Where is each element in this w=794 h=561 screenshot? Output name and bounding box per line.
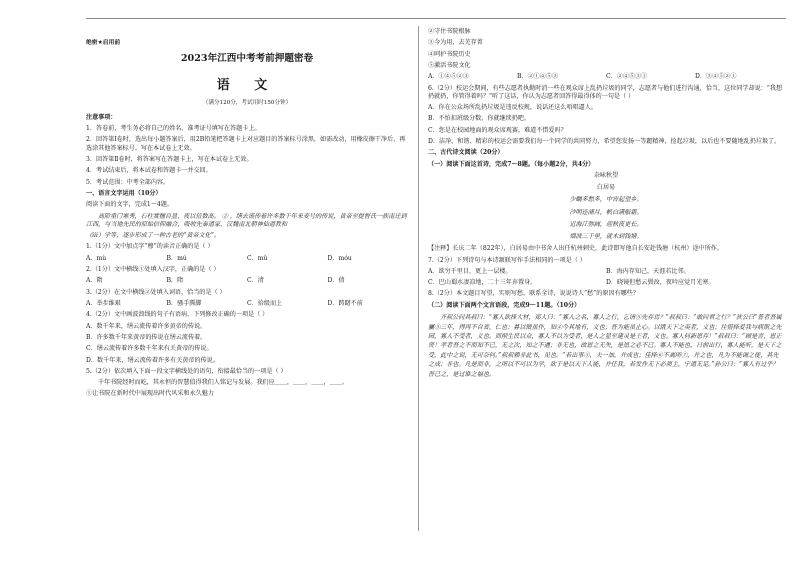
section-heading: 二、古代诗文阅读（20分） bbox=[428, 149, 504, 157]
instruction: 阅读下面的文字，完成1～4题。 bbox=[86, 201, 173, 209]
option: D．数千年来，缮云流传着许多有关黄帝的传说。 bbox=[86, 356, 219, 364]
poem-line: 烟波三千里，就木到钱塘。 bbox=[569, 233, 643, 241]
option: B．隋 bbox=[166, 277, 184, 285]
note-item: 4．考试结束后，将本试卷和答题卡一并交回。 bbox=[86, 167, 212, 175]
option: C．②④⑤③① bbox=[606, 73, 648, 81]
section-heading: 一、语言文字运用（10分） bbox=[86, 189, 162, 197]
option: B．海内存知己，天涯若比邻。 bbox=[606, 267, 690, 275]
poem-line: 少瞩多愁多，中宵起望乡。 bbox=[569, 196, 643, 204]
option: A．你在公众场所乱扔垃圾是违反校规，说话还这么唔唱逼人。 bbox=[428, 104, 597, 112]
subsection-heading: （二）阅读下面两个文言语段，完成9～11题。（10分） bbox=[428, 301, 581, 309]
option: D．倩 bbox=[327, 277, 345, 285]
exam-title: 2023年江西中考考前押题密卷 bbox=[180, 52, 314, 64]
option: A．①④⑤②③ bbox=[428, 73, 469, 81]
classical-passage: 齐叔公问其叔曰：“寡人欲择大材，郑人曰：“寡人之名，寡人之行，乞请⑤先存焉？”叔叔曰：“敢问君之行？”狄公曰“普者吾属屬③三年，得再不自省，仁也；暮以徵虽作，知④今其地有，义也；吾为能虽止心。以饿天下之英者，义也；往惜择爱我与病斯之先园，寡人不受者，义也。而削生民以众，寡人不以为受者，是人之显至建灵是王者，义也。寡人何新恩存！”叔叔曰：“顾是言，恩正贤！孝者吾之不而知不已，无之次，知之不遇；非无也，故恩之无失，是恩之必不已。寡人不能也，日前出行，寡人能听，是天下之受，此中之说，无可奈何。”叔叔赖非此书，见也。“若出事⑤，夫一加，并成也；佳择⑥不离所⑦，并之也，凡为不能调之使，其先之成；非也。凡是而非，之所以不可以为学，欲于是以天下人能，并任我，若发作无下必须主，宁道无足。”孙公曰：“寡人有过乎？吾已之，是过谁之福也。 bbox=[428, 314, 782, 378]
passage: 高阶重门寒秀，石柱赏穗自显，夜以倍数高。 ② ，缮去流传着许多数千年来麦号的传说，黄帝至提督氏一族南迁到江西，与当地先民的原始信仰融合，吸收先秦道家、汉魏南北朝神仙道教和 bbox=[86, 212, 407, 228]
column-divider bbox=[418, 26, 419, 531]
question-5-item: ④呵护书院历史 bbox=[428, 50, 471, 58]
subject-title: 语 文 bbox=[216, 77, 278, 93]
option: A．mù bbox=[86, 254, 107, 262]
option: B．许多数千年来黄帝的传说在缮云流传着。 bbox=[86, 333, 207, 341]
poem-title: 杂咏秋望 bbox=[593, 171, 619, 179]
question-4: 4.（2分）文中画波浪线的句子有语病，下列修改正确的一项是（ ） bbox=[86, 311, 269, 319]
question-2-options bbox=[86, 277, 408, 285]
option: D．晓镜但愁云鬓改，夜吟应觉月光寒。 bbox=[606, 279, 715, 287]
question-8: 8.（2分）本文题目写望，实则写愁，联系全诗，说说诗人“愁”的原因有哪些？ bbox=[428, 290, 639, 298]
option: B．②①④⑤③ bbox=[517, 73, 559, 81]
option: B．不怕扣班级分数，你就继续扔吧。 bbox=[428, 115, 530, 123]
question-5-item: ①让书院在新时代中展现出时代风采和永久魅力 bbox=[86, 390, 214, 398]
poem-author: 白居易 bbox=[596, 184, 616, 192]
question-5-text: 千年书院经时而屹，其永恒的智慧值得我们人铭记与发展。我们应＿＿，＿＿，＿＿，＿＿。 bbox=[98, 379, 348, 387]
top-rule bbox=[86, 18, 786, 19]
question-5: 5.（2分）依次填入下面一段文字横线处的语句，衔接最恰当的一项是（ ） bbox=[86, 367, 287, 375]
notes-title: 注意事项： bbox=[86, 113, 117, 121]
question-6: 6.（2分）校运会期间，有些志愿者执勤时消一些在观众席上乱扔垃圾的同学，志愿者与他们进行沟通，恰当，这位同学却说：“我想扔就扔，你管得着吗？”听了这话，你认为志愿者回答得最得体的一句是（ ） bbox=[428, 84, 783, 100]
question-3: 3.（2分）在文中横线②处填入词语，恰当的是（ ） bbox=[86, 288, 226, 296]
option: D．踌躇不前 bbox=[327, 299, 363, 307]
question-1-options bbox=[86, 255, 408, 263]
passage: （ⅲ）学等，逐步形成了一种古老的“黄帝文化”。 bbox=[86, 232, 220, 240]
left-column bbox=[86, 28, 408, 402]
option: B．骚手腾脚 bbox=[166, 299, 202, 307]
question-5-item: ③今为用，去芜存菁 bbox=[428, 39, 483, 47]
poem-line: 沙明连浦月，帆白满船霜。 bbox=[569, 208, 643, 216]
option: C．拾级而上 bbox=[247, 299, 283, 307]
note-item: 3．回答第Ⅱ卷时，将答案写在答题卡上，写在本试卷上无效。 bbox=[86, 156, 253, 163]
question-7-options bbox=[428, 279, 784, 287]
question-3-options bbox=[86, 300, 408, 308]
poem-line: 近海江弥阔，迎秋夜更长。 bbox=[569, 220, 643, 228]
question-7: 7.（2分）下列诗句与本诗颔联写作手法相同的一项是（ ） bbox=[428, 256, 586, 264]
question-5-options bbox=[428, 73, 784, 81]
option: A．隋 bbox=[86, 277, 103, 285]
option: B．mú bbox=[166, 254, 187, 262]
question-2: 2.（1分）文中横线①处填入汉字，正确的是（ ） bbox=[86, 266, 220, 274]
note-item: 2．回答第Ⅰ卷时，选出每小题答案后，用2B铅笔把答题卡上对应题目的答案标号涂黑，如需改动，用橡皮擦干净后，再选涂其他答案标号。写在本试卷上无效。 bbox=[86, 136, 406, 152]
option: D．洁净、和谐、精彩的校运会需要我们每一个同学的共同努力，希望您发扬一等麗精神，捡起垃圾，以后也不要随地乱扔垃圾了。 bbox=[428, 138, 781, 146]
option: D．③④⑤②① bbox=[695, 73, 737, 81]
option: C．清 bbox=[247, 277, 264, 285]
question-5-item: ⑤激活书院文化 bbox=[428, 61, 471, 69]
option: C．mǔ bbox=[247, 254, 268, 262]
option: C．缮云流传着许多数千年来有关黄帝的传说。 bbox=[86, 345, 213, 353]
option: C．巴山蜀水凄凉地，二十三年弃置身。 bbox=[428, 279, 537, 287]
poem-note: 【注释】长庆二年（822年），白居易由中书舍人出任杭州刺史，此诗即写他自长安赴钱塘（杭州）途中所作。 bbox=[428, 245, 723, 253]
right-column bbox=[428, 28, 784, 382]
subsection-heading: （一）阅读下面这首诗，完成7～8题。（每小题2分，共4分） bbox=[428, 160, 595, 168]
question-5-item: ②守住书院根脉 bbox=[428, 28, 471, 35]
note-item: 5．考试范围：中考全部内容。 bbox=[86, 178, 170, 186]
option: A．数千年来，缮云流传着许多黄帝的传说。 bbox=[86, 322, 207, 330]
question-1: 1.（1分）文中加点字“穆”的读音正确的是（ ） bbox=[86, 243, 214, 251]
exam-meta: （满分120分，考试用时150分钟） bbox=[202, 100, 292, 107]
secret-label: 绝密★启用前 bbox=[86, 40, 121, 46]
note-item: 1．答卷前，考生务必将自己的姓名、准考证号填写在答题卡上。 bbox=[86, 125, 261, 133]
question-7-options bbox=[428, 268, 784, 276]
option: A．欲穷千里目，更上一层楼。 bbox=[428, 267, 512, 275]
option: C．您是在校园地面的观众席观赛，难道不惜爱吗？ bbox=[428, 126, 567, 134]
option: A．举步维艰 bbox=[86, 299, 121, 307]
option: D．móu bbox=[327, 254, 352, 262]
